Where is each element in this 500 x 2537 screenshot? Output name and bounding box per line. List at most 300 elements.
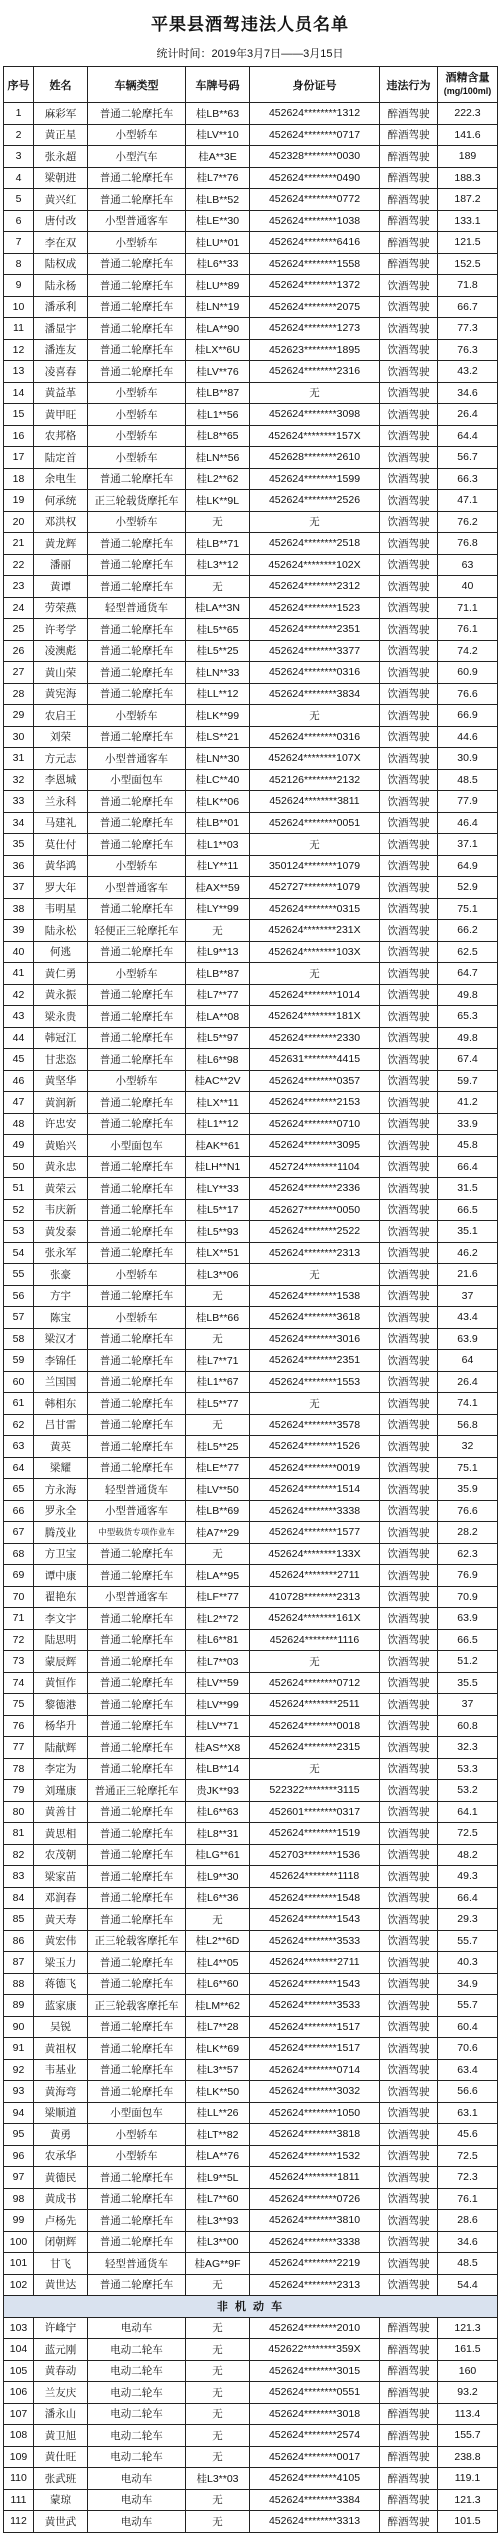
cell-index: 64 [4,1458,34,1480]
cell-alcohol: 64.4 [438,426,498,448]
cell-name: 韦庆新 [34,1200,88,1222]
cell-id-number: 452624********2526 [250,490,380,512]
cell-id-number: 452624********2313 [250,2275,380,2297]
cell-id-number: 452624********1517 [250,2038,380,2060]
cell-name: 唐付改 [34,211,88,233]
cell-violation: 醉酒驾驶 [380,103,438,125]
cell-alcohol: 76.8 [438,533,498,555]
cell-id-number: 452624********2711 [250,1565,380,1587]
cell-name: 方元志 [34,748,88,770]
cell-vehicle-type: 普通二轮摩托车 [88,1243,186,1265]
cell-plate: 桂L6**81 [186,1630,250,1652]
cell-name: 黄世武 [34,2511,88,2533]
cell-vehicle-type: 普通二轮摩托车 [88,1286,186,1308]
cell-index: 72 [4,1630,34,1652]
cell-index: 38 [4,899,34,921]
cell-violation: 饮酒驾驶 [380,1092,438,1114]
cell-violation: 饮酒驾驶 [380,705,438,727]
cell-violation: 醉酒驾驶 [380,2361,438,2383]
cell-name: 邓润春 [34,1888,88,1910]
cell-index: 16 [4,426,34,448]
cell-vehicle-type: 普通二轮摩托车 [88,1350,186,1372]
cell-violation: 饮酒驾驶 [380,1200,438,1222]
cell-violation: 饮酒驾驶 [380,1028,438,1050]
table-row [4,1436,498,1458]
cell-name: 兰永科 [34,791,88,813]
cell-index: 69 [4,1565,34,1587]
cell-name: 陆献辉 [34,1737,88,1759]
cell-alcohol: 64 [438,1350,498,1372]
cell-id-number: 452624********0712 [250,1673,380,1695]
cell-violation: 饮酒驾驶 [380,2103,438,2125]
cell-id-number: 452624********3018 [250,2404,380,2426]
cell-violation: 饮酒驾驶 [380,469,438,491]
cell-name: 黄卫旭 [34,2425,88,2447]
cell-index: 108 [4,2425,34,2447]
cell-plate: 桂AX**59 [186,877,250,899]
table-row [4,1544,498,1566]
cell-violation: 饮酒驾驶 [380,447,438,469]
cell-alcohol: 48.5 [438,2253,498,2275]
cell-alcohol: 160 [438,2361,498,2383]
cell-name: 黄恒作 [34,1673,88,1695]
cell-violation: 饮酒驾驶 [380,1544,438,1566]
table-row [4,361,498,383]
cell-alcohol: 60.8 [438,1716,498,1738]
cell-violation: 饮酒驾驶 [380,1071,438,1093]
table-row [4,1479,498,1501]
cell-vehicle-type: 普通二轮摩托车 [88,684,186,706]
cell-plate: 桂LX**51 [186,1243,250,1265]
cell-violation: 饮酒驾驶 [380,1866,438,1888]
cell-plate: 桂LA**08 [186,1006,250,1028]
cell-index: 80 [4,1802,34,1824]
cell-plate: 桂LV**99 [186,1694,250,1716]
table-row [4,2146,498,2168]
cell-plate: 桂L5**25 [186,641,250,663]
cell-alcohol: 76.1 [438,2189,498,2211]
cell-name: 梁朝进 [34,168,88,190]
cell-index: 62 [4,1415,34,1437]
table-row [4,770,498,792]
cell-violation: 饮酒驾驶 [380,1694,438,1716]
cell-id-number: 452624********4105 [250,2468,380,2490]
cell-alcohol: 51.2 [438,1651,498,1673]
table-row [4,533,498,555]
cell-index: 12 [4,340,34,362]
cell-index: 26 [4,641,34,663]
cell-id-number: 452624********1372 [250,275,380,297]
table-row [4,1200,498,1222]
cell-plate: 桂LC**40 [186,770,250,792]
table-row [4,1845,498,1867]
cell-id-number: 452624********1577 [250,1522,380,1544]
cell-name: 黄兴红 [34,189,88,211]
cell-index: 13 [4,361,34,383]
cell-index: 99 [4,2210,34,2232]
cell-violation: 饮酒驾驶 [380,1415,438,1437]
cell-vehicle-type: 普通二轮摩托车 [88,942,186,964]
cell-id-number: 452624********0316 [250,662,380,684]
cell-index: 41 [4,963,34,985]
cell-id-number: 452624********0018 [250,1716,380,1738]
cell-name: 陆永松 [34,920,88,942]
table-row [4,490,498,512]
cell-alcohol: 75.1 [438,1458,498,1480]
cell-vehicle-type: 小型轿车 [88,1071,186,1093]
cell-vehicle-type: 小型轿车 [88,447,186,469]
table-row [4,1501,498,1523]
cell-plate: 桂LV**71 [186,1716,250,1738]
cell-vehicle-type: 普通二轮摩托车 [88,2189,186,2211]
cell-vehicle-type: 普通二轮摩托车 [88,2275,186,2297]
cell-plate: 桂LX**11 [186,1092,250,1114]
cell-violation: 饮酒驾驶 [380,1522,438,1544]
cell-vehicle-type: 普通二轮摩托车 [88,1458,186,1480]
cell-violation: 饮酒驾驶 [380,1393,438,1415]
cell-plate: 桂L7**28 [186,2017,250,2039]
cell-alcohol: 44.6 [438,727,498,749]
cell-alcohol: 37 [438,1694,498,1716]
cell-index: 34 [4,813,34,835]
cell-violation: 饮酒驾驶 [380,2275,438,2297]
cell-id-number: 452624********1050 [250,2103,380,2125]
cell-violation: 饮酒驾驶 [380,1759,438,1781]
cell-vehicle-type: 普通二轮摩托车 [88,103,186,125]
cell-vehicle-type: 普通二轮摩托车 [88,727,186,749]
cell-index: 33 [4,791,34,813]
cell-id-number: 452624********1548 [250,1888,380,1910]
cell-vehicle-type: 普通二轮摩托车 [88,1673,186,1695]
cell-alcohol: 49.3 [438,1866,498,1888]
cell-name: 梁顺道 [34,2103,88,2125]
cell-vehicle-type: 小型轿车 [88,1307,186,1329]
cell-plate: 桂LY**33 [186,1178,250,1200]
cell-index: 104 [4,2339,34,2361]
cell-name: 黄龙辉 [34,533,88,555]
cell-index: 54 [4,1243,34,1265]
cell-vehicle-type: 普通二轮摩托车 [88,340,186,362]
cell-violation: 饮酒驾驶 [380,1114,438,1136]
cell-alcohol: 77.9 [438,791,498,813]
table-row [4,1221,498,1243]
table-row [4,1243,498,1265]
cell-plate: 桂LB**69 [186,1501,250,1523]
cell-alcohol: 56.6 [438,2081,498,2103]
table-row [4,2404,498,2426]
cell-id-number: 452624********1526 [250,1436,380,1458]
table-row [4,641,498,663]
table-header-row [4,67,498,103]
cell-vehicle-type: 轻便正三轮摩托车 [88,920,186,942]
cell-plate: 无 [186,2490,250,2512]
cell-vehicle-type: 普通二轮摩托车 [88,2167,186,2189]
cell-plate: 桂LB**14 [186,1759,250,1781]
cell-plate: 桂L6**36 [186,1888,250,1910]
table-row [4,1522,498,1544]
cell-name: 黄宏伟 [34,1931,88,1953]
table-row [4,1157,498,1179]
cell-vehicle-type: 小型普通客车 [88,1587,186,1609]
table-row [4,1350,498,1372]
cell-id-number: 452624********2010 [250,2318,380,2340]
cell-name: 许忠安 [34,1114,88,1136]
cell-plate: 无 [186,1415,250,1437]
cell-violation: 醉酒驾驶 [380,2511,438,2533]
cell-name: 韩冠江 [34,1028,88,1050]
cell-index: 76 [4,1716,34,1738]
cell-id-number: 452126********2132 [250,770,380,792]
header-name: 姓名 [34,67,88,103]
cell-alcohol: 45.8 [438,1135,498,1157]
cell-name: 黄英 [34,1436,88,1458]
cell-alcohol: 77.3 [438,318,498,340]
cell-plate: 桂LA**3N [186,598,250,620]
cell-name: 陆永杨 [34,275,88,297]
cell-plate: 桂LF**77 [186,1587,250,1609]
cell-name: 凌澳彪 [34,641,88,663]
cell-id-number: 452624********3016 [250,1329,380,1351]
cell-index: 103 [4,2318,34,2340]
cell-plate: 桂L6**98 [186,1049,250,1071]
cell-id-number: 452624********1599 [250,469,380,491]
table-row [4,232,498,254]
cell-index: 27 [4,662,34,684]
cell-index: 105 [4,2361,34,2383]
cell-vehicle-type: 普通二轮摩托车 [88,2232,186,2254]
cell-id-number: 452624********1558 [250,254,380,276]
cell-vehicle-type: 普通二轮摩托车 [88,899,186,921]
cell-violation: 饮酒驾驶 [380,512,438,534]
cell-id-number: 452624********2330 [250,1028,380,1050]
table-row [4,1114,498,1136]
cell-index: 6 [4,211,34,233]
cell-plate: 桂A7**29 [186,1522,250,1544]
table-row [4,340,498,362]
cell-plate: 无 [186,2511,250,2533]
cell-violation: 饮酒驾驶 [380,1780,438,1802]
cell-id-number: 452624********3015 [250,2361,380,2383]
table-row [4,877,498,899]
cell-name: 黄荣云 [34,1178,88,1200]
cell-plate: 桂L7**77 [186,985,250,1007]
cell-id-number: 无 [250,1759,380,1781]
cell-plate: 桂L7**71 [186,1350,250,1372]
cell-id-number: 452624********2315 [250,1737,380,1759]
cell-name: 吕甘雷 [34,1415,88,1437]
cell-violation: 饮酒驾驶 [380,404,438,426]
table-row [4,1608,498,1630]
cell-plate: 桂L9**13 [186,942,250,964]
cell-plate: 无 [186,920,250,942]
cell-name: 李文宇 [34,1608,88,1630]
cell-violation: 饮酒驾驶 [380,684,438,706]
cell-plate: 桂L1**12 [186,1114,250,1136]
table-row [4,103,498,125]
cell-alcohol: 34.6 [438,383,498,405]
cell-index: 71 [4,1608,34,1630]
cell-alcohol: 66.4 [438,1888,498,1910]
cell-id-number: 452624********103X [250,942,380,964]
cell-vehicle-type: 普通二轮摩托车 [88,1393,186,1415]
cell-index: 92 [4,2060,34,2082]
cell-index: 91 [4,2038,34,2060]
table-row [4,2318,498,2340]
cell-name: 梁汉才 [34,1329,88,1351]
cell-vehicle-type: 电动车 [88,2318,186,2340]
cell-id-number: 452724********1104 [250,1157,380,1179]
cell-vehicle-type: 普通二轮摩托车 [88,1544,186,1566]
cell-index: 15 [4,404,34,426]
cell-alcohol: 121.3 [438,2490,498,2512]
cell-vehicle-type: 普通二轮摩托车 [88,2038,186,2060]
cell-vehicle-type: 普通二轮摩托车 [88,791,186,813]
cell-vehicle-type: 普通二轮摩托车 [88,1565,186,1587]
table-row [4,254,498,276]
cell-alcohol: 70.6 [438,2038,498,2060]
cell-id-number: 452631********4415 [250,1049,380,1071]
cell-name: 蓝家康 [34,1995,88,2017]
cell-vehicle-type: 普通二轮摩托车 [88,1178,186,1200]
violator-table [3,66,498,2533]
cell-plate: 无 [186,512,250,534]
cell-name: 谭中康 [34,1565,88,1587]
cell-plate: 无 [186,576,250,598]
cell-id-number: 452628********2610 [250,447,380,469]
cell-violation: 饮酒驾驶 [380,2253,438,2275]
cell-index: 35 [4,834,34,856]
cell-name: 农茂朝 [34,1845,88,1867]
cell-alcohol: 30.9 [438,748,498,770]
cell-id-number: 无 [250,834,380,856]
section-row [4,2296,498,2318]
cell-name: 兰国国 [34,1372,88,1394]
cell-id-number: 452601********0317 [250,1802,380,1824]
cell-violation: 饮酒驾驶 [380,2081,438,2103]
cell-name: 黎德港 [34,1694,88,1716]
cell-vehicle-type: 普通正三轮摩托车 [88,1780,186,1802]
cell-alcohol: 76.3 [438,340,498,362]
cell-plate: 桂LN**33 [186,662,250,684]
cell-vehicle-type: 普通二轮摩托车 [88,168,186,190]
cell-violation: 醉酒驾驶 [380,2490,438,2512]
cell-alcohol: 222.3 [438,103,498,125]
cell-plate: 桂LA**95 [186,1565,250,1587]
cell-index: 31 [4,748,34,770]
cell-alcohol: 49.8 [438,1028,498,1050]
cell-plate: 桂LE**30 [186,211,250,233]
cell-id-number: 452624********157X [250,426,380,448]
cell-vehicle-type: 小型轿车 [88,404,186,426]
table-row [4,920,498,942]
cell-violation: 饮酒驾驶 [380,1909,438,1931]
cell-alcohol: 31.5 [438,1178,498,1200]
cell-violation: 饮酒驾驶 [380,2167,438,2189]
table-row [4,727,498,749]
cell-plate: 无 [186,1286,250,1308]
cell-plate: 桂LY**99 [186,899,250,921]
cell-plate: 桂LG**61 [186,1845,250,1867]
table-row [4,1716,498,1738]
cell-id-number: 452624********2518 [250,533,380,555]
cell-plate: 无 [186,1909,250,1931]
cell-name: 黄祖权 [34,2038,88,2060]
cell-plate: 桂AC**2V [186,1071,250,1093]
cell-index: 59 [4,1350,34,1372]
cell-index: 55 [4,1264,34,1286]
cell-violation: 饮酒驾驶 [380,1931,438,1953]
cell-name: 黄善甘 [34,1802,88,1824]
table-row [4,275,498,297]
cell-violation: 饮酒驾驶 [380,920,438,942]
cell-alcohol: 53.3 [438,1759,498,1781]
table-row [4,2232,498,2254]
table-row [4,555,498,577]
cell-id-number: 452624********6416 [250,232,380,254]
cell-alcohol: 187.2 [438,189,498,211]
cell-alcohol: 33.9 [438,1114,498,1136]
cell-id-number: 452624********1514 [250,1479,380,1501]
cell-vehicle-type: 普通二轮摩托车 [88,2017,186,2039]
cell-vehicle-type: 普通二轮摩托车 [88,1630,186,1652]
cell-violation: 饮酒驾驶 [380,2146,438,2168]
cell-index: 95 [4,2124,34,2146]
table-row [4,1307,498,1329]
cell-plate: 桂LU**89 [186,275,250,297]
cell-violation: 饮酒驾驶 [380,770,438,792]
cell-index: 79 [4,1780,34,1802]
cell-violation: 饮酒驾驶 [380,1608,438,1630]
cell-index: 68 [4,1544,34,1566]
cell-id-number: 452624********161X [250,1608,380,1630]
cell-id-number: 452624********0315 [250,899,380,921]
cell-id-number: 452624********2312 [250,576,380,598]
cell-violation: 饮酒驾驶 [380,813,438,835]
cell-name: 何承统 [34,490,88,512]
cell-plate: 桂L1**03 [186,834,250,856]
cell-plate: 无 [186,2318,250,2340]
cell-id-number: 452624********2351 [250,1350,380,1372]
cell-id-number: 无 [250,512,380,534]
cell-plate: 无 [186,1329,250,1351]
table-row [4,1587,498,1609]
table-row [4,619,498,641]
cell-index: 7 [4,232,34,254]
cell-alcohol: 66.5 [438,1630,498,1652]
cell-vehicle-type: 正三轮载客摩托车 [88,1931,186,1953]
cell-alcohol: 141.6 [438,125,498,147]
cell-violation: 饮酒驾驶 [380,1135,438,1157]
cell-alcohol: 54.4 [438,2275,498,2297]
cell-name: 黄海弯 [34,2081,88,2103]
cell-vehicle-type: 普通二轮摩托车 [88,1716,186,1738]
cell-plate: 桂L2**6D [186,1931,250,1953]
cell-vehicle-type: 电动二轮车 [88,2361,186,2383]
cell-name: 蓝元刚 [34,2339,88,2361]
cell-index: 60 [4,1372,34,1394]
cell-id-number: 452624********1273 [250,318,380,340]
cell-vehicle-type: 普通二轮摩托车 [88,318,186,340]
cell-alcohol: 66.9 [438,705,498,727]
cell-alcohol: 238.8 [438,2447,498,2469]
cell-index: 46 [4,1071,34,1093]
cell-name: 韩相东 [34,1393,88,1415]
cell-id-number: 452624********0717 [250,125,380,147]
cell-index: 53 [4,1221,34,1243]
cell-vehicle-type: 电动二轮车 [88,2404,186,2426]
cell-index: 87 [4,1952,34,1974]
cell-vehicle-type: 普通二轮摩托车 [88,834,186,856]
